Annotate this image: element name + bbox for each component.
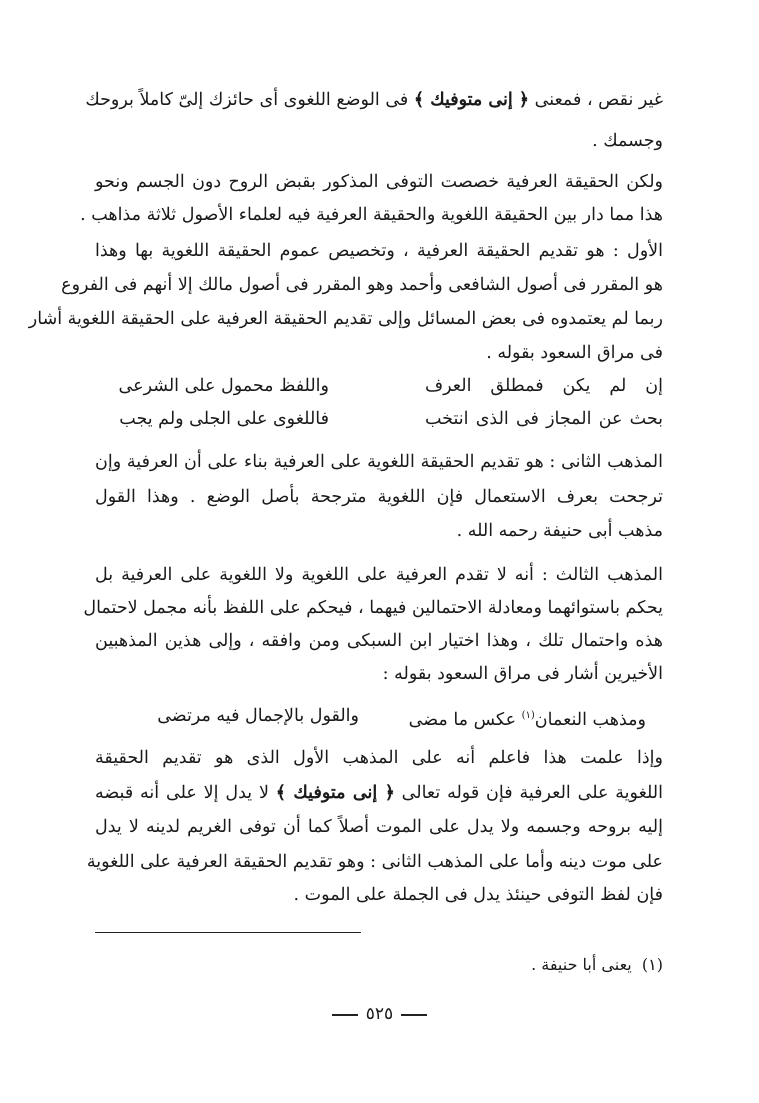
dash-right	[401, 1014, 427, 1016]
paragraph-5-line-3: هذه واحتمال تلك ، وهذا اختيار ابن السبكى ومن وافقه ، وإلى هذين المذهبين	[95, 631, 663, 651]
paragraph-3-line-2: هو المقرر فى أصول الشافعى وأحمد وهو المقرر فى أصول مالك إلا أنهم فى الفروع	[61, 275, 663, 295]
page-number	[0, 1004, 759, 1024]
verse-1-line-1-hemistich-2: إن لم يكن فمطلق العرف	[425, 376, 663, 396]
paragraph-5-line-4: الأخيرين أشار فى مراق السعود بقوله :	[382, 664, 663, 684]
text-run: غير نقص ، فمعنى	[529, 90, 663, 110]
quran-quote: ﴿ إنى متوفيك ﴾	[275, 783, 395, 803]
paragraph-4-line-2: ترجحت بعرف الاستعمال فإن اللغوية مترجحة بأصل الوضع . وهذا القول	[95, 487, 663, 507]
footnote-text: يعنى أبا حنيفة .	[531, 955, 632, 974]
verse-text: عكس ما مضى	[408, 709, 522, 730]
verse-text: ومذهب النعمان	[534, 709, 646, 730]
paragraph-2-line-2: هذا مما دار بين الحقيقة اللغوية والحقيقة العرفية فيه لعلماء الأصول ثلاثة مذاهب .	[80, 205, 663, 225]
footnote-separator	[95, 932, 361, 933]
dash-left	[332, 1014, 358, 1016]
paragraph-5-line-2: يحكم باستوائهما ومعادلة الاحتمالين فيهما ، فيحكم على اللفظ بأنه مجمل لاحتمال	[83, 598, 663, 618]
footnote-reference: (١)	[521, 710, 535, 721]
verse-1-line-2-hemistich-1: فاللغوى على الجلى ولم يجب	[119, 409, 329, 429]
page-number-text: ٥٢٥	[365, 1004, 394, 1024]
verse-2-hemistich-1	[408, 701, 646, 735]
quran-quote: ﴿ إنى متوفيك ﴾	[413, 90, 530, 110]
text-run: فى الوضع اللغوى أى حائزك إلىّ كاملاً بروحك	[85, 90, 414, 110]
verse-1-line-1-hemistich-1: واللفظ محمول على الشرعى	[118, 376, 329, 396]
verse-2-hemistich-2: والقول بالإجمال فيه مرتضى	[157, 706, 359, 726]
paragraph-3-line-3: ربما لم يعتمدوه فى بعض المسائل وإلى تقديم الحقيقة العرفية على الحقيقة اللغوية أشار	[28, 309, 663, 329]
text-run: لا يدل إلا على أنه قبضه	[95, 783, 276, 803]
paragraph-6-line-1: وإذا علمت هذا فاعلم أنه على المذهب الأول الذى هو تقديم الحقيقة	[95, 748, 663, 768]
paragraph-6-line-3: إليه بروحه وجسمه ولا يدل على الموت أصلاً كما أن توفى الغريم لدينه لا يدل	[95, 817, 663, 837]
footnote-marker: (١)	[641, 955, 663, 974]
paragraph-3-line-4: فى مراق السعود بقوله .	[486, 343, 663, 363]
paragraph-1-line-1	[85, 85, 663, 115]
paragraph-6-line-2	[95, 778, 663, 808]
paragraph-1-line-2: وجسمك .	[592, 131, 663, 151]
verse-1-line-2-hemistich-2: بحث عن المجاز فى الذى انتخب	[425, 409, 663, 429]
paragraph-6-line-5: فإن لفظ التوفى حينئذ يدل فى الجملة على الموت .	[293, 885, 663, 905]
paragraph-4-line-3: مذهب أبى حنيفة رحمه الله .	[456, 521, 663, 541]
paragraph-3-line-1: الأول : هو تقديم الحقيقة العرفية ، وتخصيص عموم الحقيقة اللغوية بها وهذا	[95, 241, 663, 261]
paragraph-4-line-1: المذهب الثانى : هو تقديم الحقيقة اللغوية على العرفية بناء على أن العرفية وإن	[95, 452, 663, 472]
paragraph-5-line-1: المذهب الثالث : أنه لا تقدم العرفية على اللغوية ولا اللغوية على العرفية بل	[95, 565, 663, 585]
paragraph-2-line-1: ولكن الحقيقة العرفية خصصت التوفى المذكور بقبض الروح دون الجسم ونحو	[95, 172, 663, 192]
footnote	[531, 952, 663, 978]
paragraph-6-line-4: على موت دينه وأما على المذهب الثانى : وهو تقديم الحقيقة العرفية على اللغوية	[86, 852, 663, 872]
text-run: اللغوية على العرفية فإن قوله تعالى	[394, 783, 663, 803]
